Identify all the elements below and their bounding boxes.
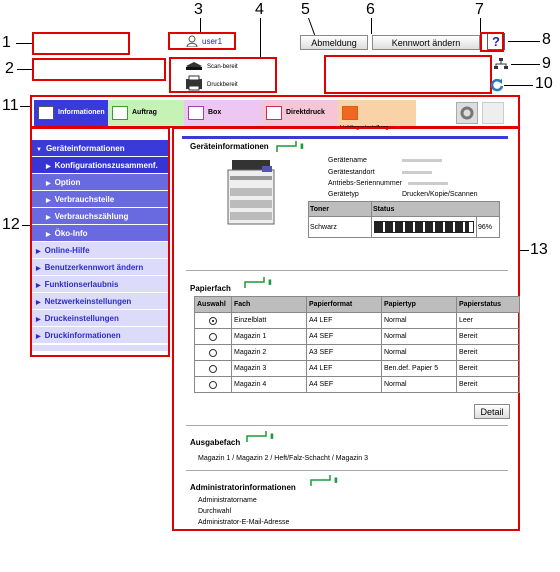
tray-radio[interactable] <box>209 333 217 341</box>
toner-percent: 96% <box>477 217 500 238</box>
callout-8: 8 <box>542 31 551 48</box>
table-cell: Normal <box>382 377 457 393</box>
tab-label: Auftrag <box>132 109 157 116</box>
sidebar-item-label: Konfigurationszusammenf. <box>54 161 158 170</box>
callout-line <box>504 85 533 86</box>
side-menu <box>32 140 168 344</box>
sidebar-item-label: Geräteinformationen <box>45 144 125 153</box>
table-cell: Magazin 3 <box>232 361 307 377</box>
svg-text:▮: ▮ <box>300 143 304 150</box>
table-cell: Bereit <box>457 329 520 345</box>
job-tab-icon <box>112 106 128 120</box>
callout-line <box>511 64 540 65</box>
table-row[interactable] <box>195 377 520 393</box>
help-link-icon[interactable] <box>244 276 280 290</box>
logout-button[interactable]: Abmeldung <box>300 35 368 50</box>
sidebar-item[interactable] <box>32 191 168 208</box>
device-field-value-blur <box>408 182 448 185</box>
sidebar-item-label: Online-Hilfe <box>44 246 90 255</box>
paper-tray-title: Papierfach <box>190 284 231 293</box>
settings-tab-icon[interactable] <box>456 102 478 124</box>
device-type-value: Drucken/Kopie/Scannen <box>402 191 478 198</box>
tab-label: Box <box>208 109 222 116</box>
table-cell: Ben.def. Papier 5 <box>382 361 457 377</box>
callout-line <box>16 43 32 44</box>
section-divider <box>186 270 508 271</box>
sidebar-item[interactable] <box>32 140 168 157</box>
sidebar-item-label: Verbrauchsteile <box>54 195 115 204</box>
refresh-icon[interactable] <box>490 78 504 92</box>
help-link-icon[interactable] <box>310 474 346 488</box>
toner-header: Toner <box>309 202 372 217</box>
table-cell: Magazin 1 <box>232 329 307 345</box>
tab-label: Lieblingseinstellung <box>340 125 389 131</box>
toner-table <box>308 201 500 238</box>
user-area-box <box>168 32 236 50</box>
column-header: Papiertyp <box>382 297 457 313</box>
radio-dot <box>212 320 214 322</box>
toner-gauge-cell <box>372 217 477 238</box>
sidebar-item-label: Verbrauchszählung <box>54 212 129 221</box>
table-cell: Normal <box>382 313 457 329</box>
table-cell: A4 SEF <box>307 329 382 345</box>
sidebar-item[interactable] <box>32 276 168 293</box>
table-cell: Leer <box>457 313 520 329</box>
section-divider <box>186 470 508 471</box>
tray-radio[interactable] <box>209 381 217 389</box>
toner-gauge-fill <box>375 222 469 232</box>
device-field-seriennummer: Antriebs-Seriennummer <box>328 180 402 187</box>
favorite-tab-icon <box>342 106 358 120</box>
content-top-rule <box>182 136 508 139</box>
help-icon-label: ? <box>492 34 500 49</box>
callout-2: 2 <box>5 60 14 77</box>
toner-gauge <box>374 221 474 233</box>
triangle-right-icon: ▶ <box>36 317 41 323</box>
table-cell: Normal <box>382 345 457 361</box>
callout-6: 6 <box>366 1 375 18</box>
admin-info-title: Administratorinformationen <box>190 483 296 492</box>
help-area-box <box>480 32 504 52</box>
table-cell: A4 LEF <box>307 361 382 377</box>
tab-direktdruck[interactable] <box>262 100 338 126</box>
callout-4: 4 <box>255 1 264 18</box>
table-cell: A3 SEF <box>307 345 382 361</box>
admin-field-name: Administratorname <box>198 497 257 504</box>
user-name[interactable]: user1 <box>202 37 223 46</box>
sidebar-item[interactable] <box>32 327 168 344</box>
triangle-right-icon: ▶ <box>36 283 41 289</box>
sidebar-item[interactable] <box>32 225 168 242</box>
output-tray-value: Magazin 1 / Magazin 2 / Heft/Falz-Schacht / Magazin 3 <box>198 455 369 462</box>
paper-table-header-row <box>195 297 520 313</box>
callout-10: 10 <box>535 75 553 92</box>
device-field-gerätetyp: Gerätetyp <box>328 191 359 198</box>
column-header: Papierformat <box>307 297 382 313</box>
select-cell <box>195 313 232 329</box>
triangle-right-icon: ▶ <box>46 164 51 170</box>
detail-button[interactable]: Detail <box>474 404 510 419</box>
sidebar-item-label: Option <box>54 178 81 187</box>
direct-print-tab-icon <box>266 106 282 120</box>
svg-text:▮: ▮ <box>334 477 338 484</box>
tab-auftrag[interactable] <box>108 100 184 126</box>
svg-text:▮: ▮ <box>270 433 274 440</box>
sidebar-item[interactable] <box>32 293 168 310</box>
output-tray-title: Ausgabefach <box>190 438 241 447</box>
sidebar-item-label: Druckinformationen <box>44 331 121 340</box>
paper-tray-table <box>194 296 520 393</box>
status-header: Status <box>372 202 500 217</box>
triangle-right-icon: ▶ <box>46 232 51 238</box>
tab-label: Informationen <box>58 109 105 116</box>
device-name-area-box <box>32 58 166 81</box>
scanner-icon <box>184 60 204 72</box>
table-cell: Magazin 4 <box>232 377 307 393</box>
message-area-box <box>324 55 492 94</box>
table-cell: Normal <box>382 329 457 345</box>
sidebar-item[interactable] <box>32 208 168 225</box>
callout-line <box>200 18 201 32</box>
triangle-right-icon: ▶ <box>36 249 41 255</box>
scan-status-text: Scan-bereit <box>207 64 238 70</box>
toner-name: Schwarz <box>309 217 372 238</box>
help-link-icon[interactable] <box>276 140 312 154</box>
admin-field-email: Administrator-E-Mail-Adresse <box>198 519 290 526</box>
section-divider <box>186 425 508 426</box>
sidebar-item[interactable] <box>32 310 168 327</box>
table-row[interactable] <box>195 313 520 329</box>
callout-12: 12 <box>2 216 20 233</box>
table-cell: Einzelblatt <box>232 313 307 329</box>
callout-line <box>371 18 372 34</box>
table-row[interactable] <box>195 329 520 345</box>
select-cell <box>195 329 232 345</box>
tab-label: Direktdruck <box>286 109 325 116</box>
document-tab-icon[interactable] <box>482 102 504 124</box>
sidebar-item-label: Öko-Info <box>54 229 88 238</box>
sidebar-item-label: Netzwerkeinstellungen <box>44 297 132 306</box>
change-password-button[interactable]: Kennwort ändern <box>372 35 480 50</box>
callout-5: 5 <box>301 1 310 18</box>
svg-text:▮: ▮ <box>268 279 272 286</box>
callout-line <box>260 18 261 58</box>
select-cell <box>195 361 232 377</box>
table-cell: Bereit <box>457 345 520 361</box>
device-info-title: Geräteinformationen <box>190 142 269 151</box>
callout-9: 9 <box>542 55 551 72</box>
callout-7: 7 <box>475 1 484 18</box>
triangle-right-icon: ▶ <box>36 266 41 272</box>
device-field-gerätestandort: Gerätestandort <box>328 169 375 176</box>
sidebar-item[interactable] <box>32 157 168 174</box>
sidebar-item-label: Funktionserlaubnis <box>44 280 119 289</box>
callout-line <box>508 41 540 42</box>
logo-area-box <box>32 32 130 55</box>
select-cell <box>195 377 232 393</box>
tab-lieblingseinstellung[interactable] <box>338 100 416 131</box>
tab-box[interactable] <box>184 100 262 126</box>
callout-11: 11 <box>2 97 19 114</box>
triangle-down-icon: ▼ <box>36 147 42 153</box>
table-row[interactable] <box>195 345 520 361</box>
callout-line <box>17 69 32 70</box>
box-tab-icon <box>188 106 204 120</box>
triangle-right-icon: ▶ <box>46 198 51 204</box>
select-cell <box>195 345 232 361</box>
admin-field-extension: Durchwahl <box>198 508 232 515</box>
device-image <box>226 158 276 226</box>
sidebar-item[interactable] <box>32 259 168 276</box>
triangle-right-icon: ▶ <box>46 215 51 221</box>
device-field-value-blur <box>402 171 432 174</box>
triangle-right-icon: ▶ <box>36 334 41 340</box>
sidebar-item-label: Druckeinstellungen <box>44 314 119 323</box>
sidebar-item[interactable] <box>32 174 168 191</box>
table-cell: A4 SEF <box>307 377 382 393</box>
column-header: Fach <box>232 297 307 313</box>
table-cell: Magazin 2 <box>232 345 307 361</box>
help-link-icon[interactable] <box>246 430 282 444</box>
table-row[interactable] <box>195 361 520 377</box>
side-menu-scrollbar[interactable] <box>32 345 168 351</box>
sidebar-item-label: Benutzerkennwort ändern <box>44 263 144 272</box>
triangle-right-icon: ▶ <box>46 181 51 187</box>
callout-13: 13 <box>530 241 548 258</box>
triangle-right-icon: ▶ <box>36 300 41 306</box>
device-field-value-blur <box>402 159 442 162</box>
printer-icon <box>184 75 204 91</box>
network-icon[interactable] <box>494 58 508 70</box>
table-cell: A4 LEF <box>307 313 382 329</box>
callout-line <box>520 250 529 251</box>
print-status-text: Druckbereit <box>207 82 238 88</box>
sidebar-item[interactable] <box>32 242 168 259</box>
callout-3: 3 <box>194 1 203 18</box>
callout-1: 1 <box>2 34 11 51</box>
info-tab-icon <box>38 106 54 120</box>
tray-radio[interactable] <box>209 365 217 373</box>
device-field-gerätename: Gerätename <box>328 157 367 164</box>
tray-radio[interactable] <box>209 349 217 357</box>
column-header: Auswahl <box>195 297 232 313</box>
callout-line <box>308 18 315 35</box>
tray-radio[interactable] <box>209 317 217 325</box>
table-cell: Bereit <box>457 377 520 393</box>
column-header: Papierstatus <box>457 297 520 313</box>
table-cell: Bereit <box>457 361 520 377</box>
tab-informationen[interactable] <box>34 100 108 126</box>
